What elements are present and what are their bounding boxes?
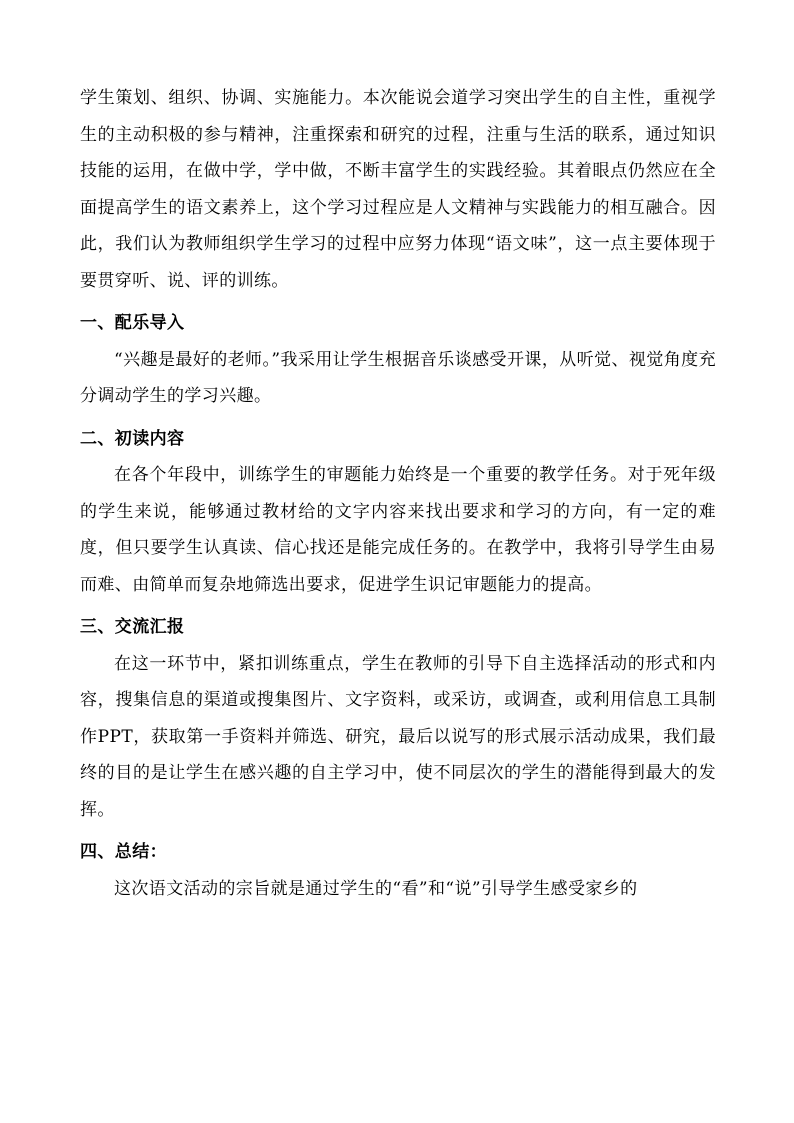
section-heading-2: 二、初读内容	[80, 428, 185, 449]
intro-paragraph: 学生策划、组织、协调、实施能力。本次能说会道学习突出学生的自主性，重视学生的主动积极的参与精神，注重探索和研究的过程，注重与生活的联系，通过知识技能的运用，在做中学，学中做，不断丰富学生的实践经验。其着眼点仍然应在全面提高学生的语文素养上，这个学习过程应是人文精神与实践能力的相互融合。因此，我们认为教师组织学生学习的过程中应努力体现“语文味”，这一点主要体现于要贯穿听、说、评的训练。	[80, 88, 716, 291]
document-body	[80, 80, 716, 907]
section-body-3: 在这一环节中，紧扣训练重点，学生在教师的引导下自主选择活动的形式和内容，搜集信息的渠道或搜集图片、文字资料，或采访，或调查，或利用信息工具制作PPT，获取第一手资料并筛选、研究，最后以说写的形式展示活动成果，我们最终的目的是让学生在感兴趣的自主学习中，使不同层次的学生的潜能得到最大的发挥。	[80, 653, 716, 820]
section-body-4: 这次语文活动的宗旨就是通过学生的“看”和“说”引导学生感受家乡的	[114, 878, 638, 899]
section-body-1: “兴趣是最好的老师。”我采用让学生根据音乐谈感受开课，从听觉、视觉角度充分调动学生的学习兴趣。	[80, 349, 716, 406]
section-heading-1: 一、配乐导入	[80, 313, 185, 333]
section-heading-3: 三、交流汇报	[80, 617, 185, 637]
section-body-2: 在各个年段中，训练学生的审题能力始终是一个重要的教学任务。对于死年级的学生来说，能够通过教材给的文字内容来找出要求和学习的方向，有一定的难度，但只要学生认真读、信心找还是能完成任务的。在教学中，我将引导学生由易而难、由简单而复杂地筛选出要求，促进学生识记审题能力的提高。	[80, 465, 716, 595]
section-heading-4: 四、总结：	[80, 842, 167, 862]
